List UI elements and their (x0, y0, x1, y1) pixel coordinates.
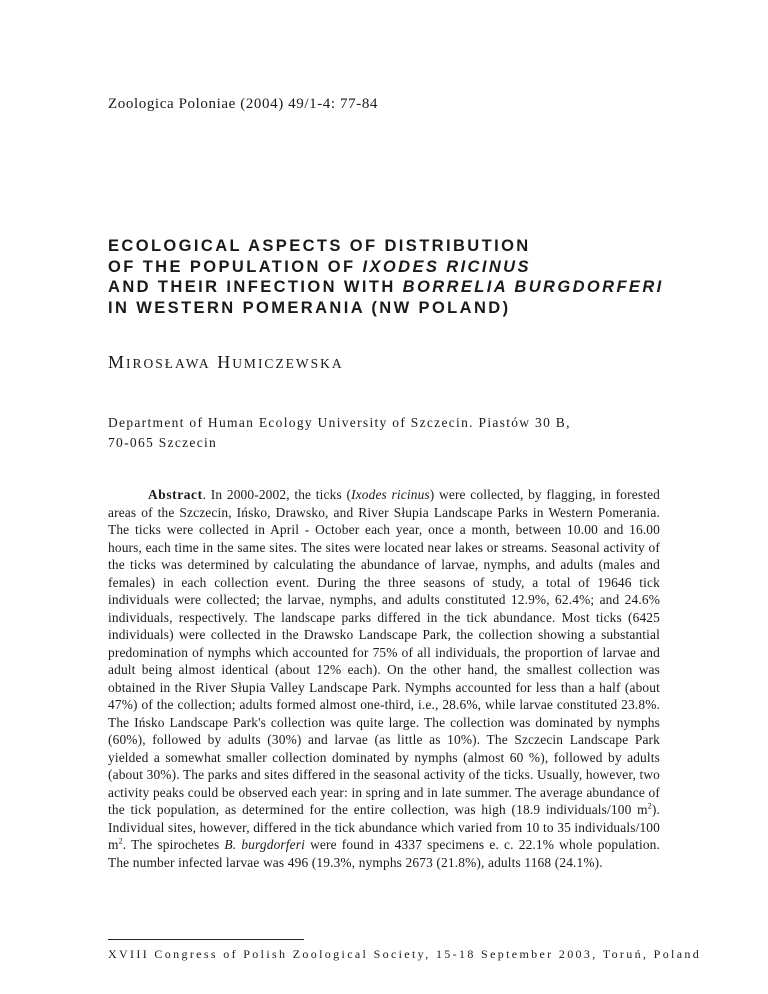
author-affiliation (108, 413, 571, 453)
abstract-text-3: ). Individual sites, however, differed in the tick abundance which varied from 10 to 35 individuals/100 m (108, 802, 660, 852)
abstract-bacteria-name: B. burgdorferi (224, 837, 305, 852)
abstract-superscript-1: 2 (647, 801, 652, 811)
title-line-4: IN WESTERN POMERANIA (NW POLAND) (108, 298, 511, 317)
abstract-label: Abstract (148, 487, 203, 502)
article-title (108, 236, 668, 318)
title-line-1: ECOLOGICAL ASPECTS OF DISTRIBUTION (108, 237, 531, 255)
footnote-rule (108, 939, 304, 940)
author-name (108, 352, 344, 373)
abstract-text-5: were found in 4337 specimens e. c. 22.1% whole population. The number infected larvae was 496 (19.3%, nymphs 2673 (21.8%), adults 1168 (24.1%). (108, 837, 661, 870)
footnote-congress: XVIII Congress of Polish Zoological Society, 15-18 September 2003, Toruń, Poland (108, 947, 702, 961)
author-last-initial: H (217, 352, 233, 372)
title-line-2-text: OF THE POPULATION OF (108, 257, 363, 276)
abstract-text-4: . The spirochetes (122, 837, 225, 852)
title-line-3 (108, 277, 668, 298)
abstract-species-name: Ixodes ricinus (351, 487, 430, 502)
affiliation-line-2: 70-065 Szczecin (108, 435, 218, 450)
title-line-3-text: AND THEIR INFECTION WITH (108, 278, 403, 296)
journal-reference: Zoologica Poloniae (2004) 49/1-4: 77-84 (108, 96, 379, 112)
title-line-2 (108, 257, 668, 278)
affiliation-line-1: Department of Human Ecology University of Szczecin. Piastów 30 B, (108, 415, 571, 430)
title-species-name: IXODES RICINUS (362, 257, 531, 276)
abstract-text-2: ) were collected, by flagging, in forested areas of the Szczecin, Ińsko, Drawsko, and River Słupia Landscape Parks in Western Pomerania. The ticks were collected in April - October each year, once a month, between 10.00 and 16.00 hours, each time in the same sites. The sites were located near lakes or streams. Seasonal activity of the ticks was determined by calculating the abundance of larvae, nymphs, and adults (males and females) in each collection event. During the three seasons of study, a total of 19646 tick individuals were collected; the larvae, nymphs, and adults constituted 12.9%, 62.4%; and 24.6% individuals, respectively. The landscape parks differed in the tick abundance. Most ticks (6425 individuals) were collected in the Drawsko Landscape Park, the collection showing a substantial predomination of nymphs which accounted for 75% of all individuals, the proportion of larvae and adult being almost identical (about 12% each). On the other hand, the smallest collection was obtained in the River Słupia Valley Landscape Park. Nymphs accounted for less than a half (about 47%) of the collection; adults formed almost one-third, i.e., 28.6%, while larvae constituted 23.8%. The Ińsko Landscape Park's collection was quite large. The collection was dominated by nymphs (60%), followed by adults (30%) and larvae (as little as 10%). The Szczecin Landscape Park yielded a somewhat smaller collection dominated by nymphs (almost 60 %), followed by adults (about 30%). The parks and sites differed in the seasonal activity of the ticks. Usually, however, two activity peaks could be observed each year: in spring and in late summer. The average abundance of the tick population, as determined for the entire collection, was high (18.9 individuals/100 m (108, 487, 661, 817)
author-last-rest: UMICZEWSKA (232, 356, 344, 371)
author-first-initial: M (108, 352, 127, 372)
abstract-superscript-2: 2 (118, 836, 123, 846)
author-first-rest: IROSŁAWA (126, 356, 211, 371)
title-bacteria-name: BORRELIA BURGDORFERI (402, 278, 664, 296)
abstract-paragraph (108, 486, 660, 871)
abstract-text-1: . In 2000-2002, the ticks ( (202, 487, 352, 502)
